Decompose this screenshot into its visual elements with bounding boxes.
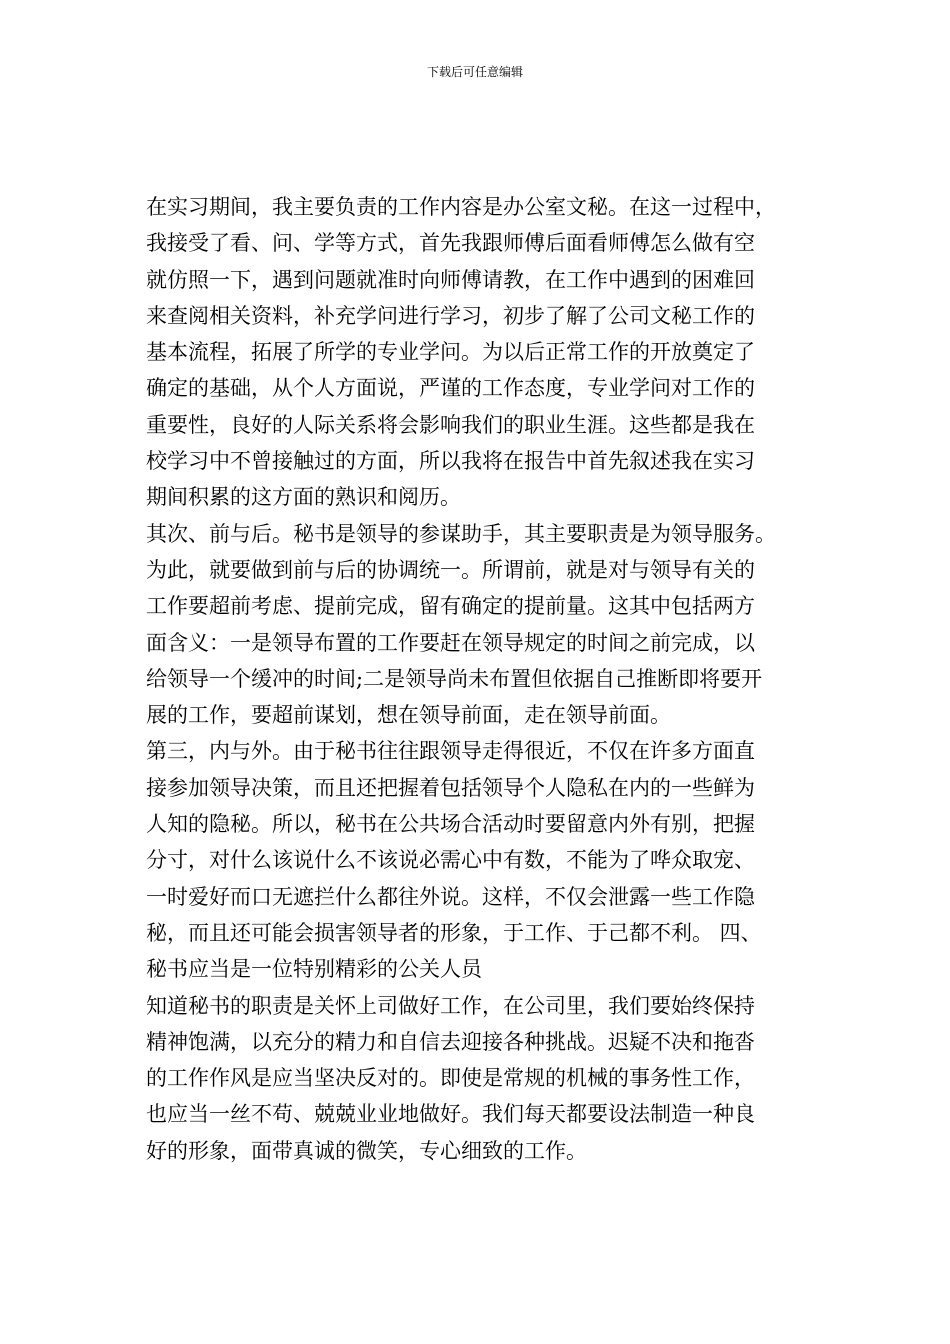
document-body	[146, 192, 826, 1172]
text-line: 也应当一丝不苟、兢兢业业地做好。我们每天都要设法制造一种良	[146, 1102, 755, 1127]
text-line: 来查阅相关资料，补充学问进行学习，初步了解了公司文秘工作的	[146, 303, 755, 328]
text-line: 基本流程，拓展了所学的专业学问。为以后正常工作的开放奠定了	[146, 340, 755, 365]
text-line: 秘，而且还可能会损害领导者的形象，于工作、于己都不利。 四、	[146, 920, 762, 945]
text-line: 期间积累的这方面的熟识和阅历。	[146, 485, 461, 510]
text-line: 人知的隐秘。所以，秘书在公共场合活动时要留意内外有别，把握	[146, 812, 755, 837]
text-line: 确定的基础，从个人方面说，严谨的工作态度，专业学问对工作的	[146, 376, 755, 401]
text-line: 在实习期间，我主要负责的工作内容是办公室文秘。在这一过程中，	[146, 195, 776, 219]
text-line: 知道秘书的职责是关怀上司做好工作，在公司里，我们要始终保持	[146, 993, 755, 1018]
text-line: 接参加领导决策，而且还把握着包括领导个人隐私在内的一些鲜为	[146, 775, 755, 800]
text-line: 给领导一个缓冲的时间;二是领导尚未布置但依据自己推断即将要开	[146, 666, 763, 691]
text-line: 校学习中不曾接触过的方面，所以我将在报告中首先叙述我在实习	[146, 449, 755, 474]
text-line: 为此，就要做到前与后的协调统一。所谓前，就是对与领导有关的	[146, 557, 755, 582]
text-line: 的工作作风是应当坚决反对的。即使是常规的机械的事务性工作，	[146, 1066, 755, 1091]
text-line: 就仿照一下，遇到问题就准时向师傅请教，在工作中遇到的困难回	[146, 267, 755, 292]
text-line: 分寸，对什么该说什么不该说必需心中有数，不能为了哗众取宠、	[146, 848, 755, 873]
text-line: 重要性，良好的人际关系将会影响我们的职业生涯。这些都是我在	[146, 412, 755, 437]
text-line: 秘书应当是一位特别精彩的公关人员	[146, 957, 482, 982]
page-header: 下载后可任意编辑	[426, 65, 523, 79]
text-line: 第三，内与外。由于秘书往往跟领导走得很近，不仅在许多方面直	[146, 739, 755, 764]
text-line: 我接受了看、问、学等方式，首先我跟师傅后面看师傅怎么做有空	[146, 231, 755, 256]
text-line: 工作要超前考虑、提前完成，留有确定的提前量。这其中包括两方	[146, 594, 755, 619]
text-line: 展的工作，要超前谋划，想在领导前面，走在领导前面。	[146, 703, 671, 728]
text-line: 好的形象，面带真诚的微笑，专心细致的工作。	[146, 1138, 587, 1163]
text-line: 精神饱满，以充分的精力和自信去迎接各种挑战。迟疑不决和拖沓	[146, 1029, 755, 1054]
text-line: 面含义：一是领导布置的工作要赶在领导规定的时间之前完成，以	[146, 630, 755, 655]
text-line: 其次、前与后。秘书是领导的参谋助手，其主要职责是为领导服务。	[146, 521, 776, 546]
text-line: 一时爱好而口无遮拦什么都往外说。这样，不仅会泄露一些工作隐	[146, 884, 755, 909]
